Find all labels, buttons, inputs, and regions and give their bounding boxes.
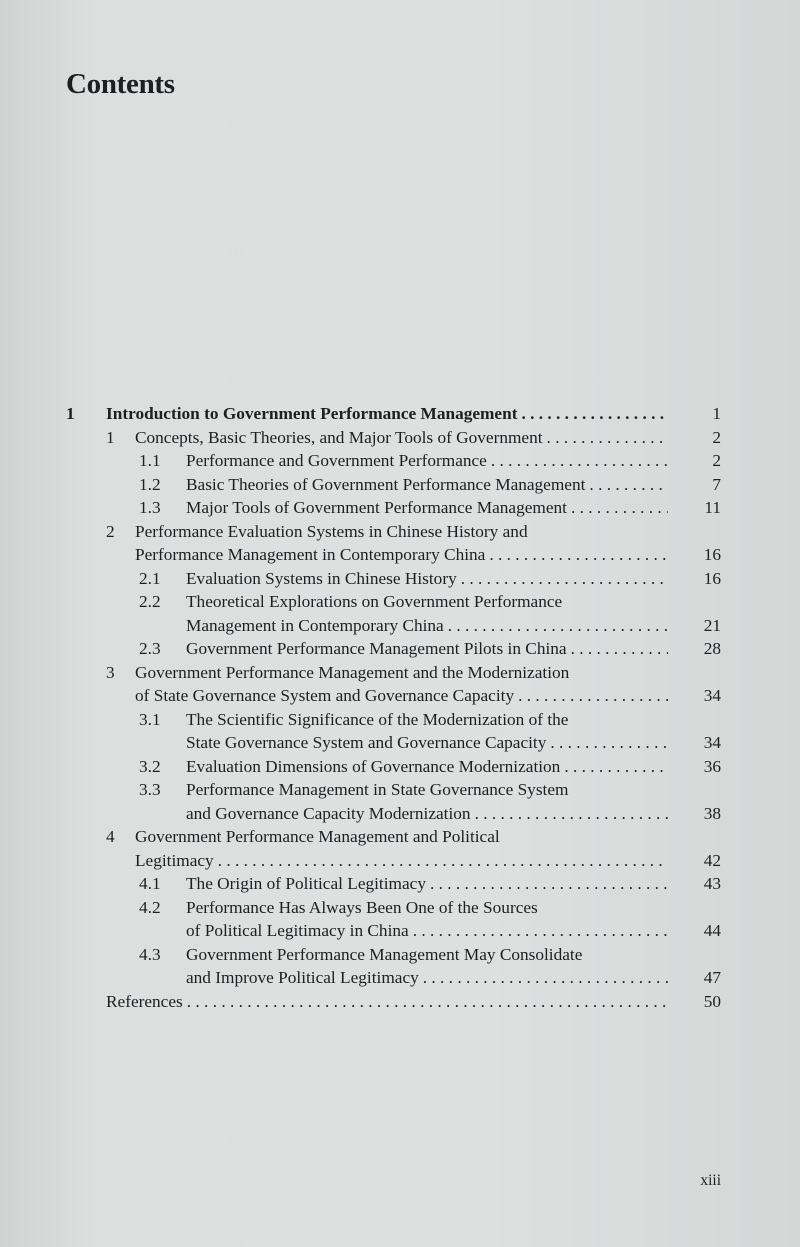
toc-entry-title (186, 943, 674, 990)
toc-entry-page-number: 50 (703, 991, 721, 1011)
toc-entry-page-number: 44 (703, 921, 721, 940)
toc-entry-title-line: Basic Theories of Government Performance Management (186, 474, 586, 494)
toc-entry-title-line: The Scientific Significance of the Modernization of the (186, 709, 569, 729)
dot-leader (518, 684, 668, 708)
toc-entry-page-number: 34 (703, 686, 721, 705)
toc-entry-page-number: 1 (712, 404, 721, 423)
toc-entry (0, 943, 800, 990)
toc-entry-title (135, 661, 674, 708)
dot-leader (489, 543, 668, 567)
toc-entry-title-line: Evaluation Systems in Chinese History (186, 568, 457, 588)
dot-leader (430, 872, 668, 896)
toc-entry-page-number: 2 (712, 427, 721, 447)
toc-entry-number: 2.2 (139, 592, 161, 611)
toc-entry-title (186, 872, 674, 896)
toc-entry-title-line: Government Performance Management May Consolidate (186, 944, 583, 964)
toc-entry-title-line: Performance Evaluation Systems in Chinese History and (135, 521, 528, 541)
toc-entry-page-number: 2 (712, 451, 721, 470)
toc-entry-title-line: Major Tools of Government Performance Management (186, 498, 567, 517)
page-title: Contents (66, 68, 175, 100)
dot-leader (491, 449, 668, 473)
dot-leader (423, 966, 668, 990)
toc-entry (0, 637, 800, 661)
dot-leader (521, 402, 668, 426)
toc-entry-number: 4 (106, 827, 115, 846)
toc-entry (0, 473, 800, 497)
toc-entry (0, 496, 800, 520)
dot-leader (547, 426, 668, 450)
toc-entry (0, 426, 800, 450)
toc-entry-number: 4.2 (139, 897, 161, 917)
toc-entry-number: 4.3 (139, 944, 161, 964)
toc-entry-page-number: 42 (703, 850, 721, 870)
dot-leader (589, 473, 668, 497)
toc-entry-page-number: 47 (703, 968, 721, 987)
toc-entry-number: 3.3 (139, 780, 161, 799)
toc-entry (0, 449, 800, 473)
toc-entry-title-line: References (106, 991, 183, 1011)
toc-entry-title-line: Performance Has Always Been One of the Sources (186, 897, 538, 917)
toc-entry-page-number: 21 (703, 615, 721, 635)
toc-entry-title (106, 990, 674, 1014)
dot-leader (564, 755, 668, 779)
toc-entry-number: 3 (106, 662, 115, 682)
toc-entry-title-line: Performance Management in Contemporary China (135, 545, 486, 564)
toc-entry-number: 1 (106, 427, 115, 447)
toc-entry (0, 896, 800, 943)
toc-entry (0, 402, 800, 426)
toc-entry-number: 4.1 (139, 874, 161, 893)
toc-entry-title (135, 825, 674, 872)
dot-leader (448, 614, 668, 638)
toc-entry-title-line: Government Performance Management Pilots in China (186, 639, 567, 658)
toc-entry-page-number: 28 (703, 639, 721, 658)
toc-entry-number: 1.3 (139, 498, 161, 517)
toc-entry (0, 567, 800, 591)
toc-entry (0, 825, 800, 872)
toc-entry-title-line: Government Performance Management and Political (135, 827, 500, 846)
dot-leader (187, 990, 668, 1014)
toc-entry-page-number: 11 (704, 498, 721, 517)
toc-entry-title (135, 520, 674, 567)
toc-entry-number: 2.3 (139, 639, 161, 658)
toc-entry-page-number: 36 (703, 756, 721, 776)
toc-entry-title-line: of State Governance System and Governance Capacity (135, 686, 515, 705)
toc-entry-number: 1.2 (139, 474, 161, 494)
toc-entry-title-line: Performance and Government Performance (186, 451, 487, 470)
toc-entry (0, 520, 800, 567)
toc-entry-title (186, 449, 674, 473)
toc-entry-title-line: Evaluation Dimensions of Governance Modernization (186, 756, 561, 776)
toc-entry-number: 3.1 (139, 709, 161, 729)
toc-entry-title-line: Government Performance Management and the Modernization (135, 662, 570, 682)
toc-entry-page-number: 7 (712, 474, 721, 494)
toc-entry-number: 1 (66, 404, 75, 423)
toc-entry-title-line: State Governance System and Governance Capacity (186, 733, 547, 752)
toc-entry-title-line: Concepts, Basic Theories, and Major Tools of Government (135, 427, 543, 447)
toc-entry-title-line: and Improve Political Legitimacy (186, 968, 419, 987)
toc-entry-title (135, 426, 674, 450)
toc-entry-title (186, 755, 674, 779)
toc-entry-title (186, 473, 674, 497)
toc-entry-page-number: 34 (703, 733, 721, 752)
toc-entry (0, 590, 800, 637)
dot-leader (461, 567, 668, 591)
toc-entry-title-line: Legitimacy (135, 850, 214, 870)
toc-entry-page-number: 16 (703, 545, 721, 564)
toc-entry-page-number: 38 (703, 803, 721, 823)
toc-entry-title-line: Introduction to Government Performance Management (106, 404, 518, 423)
dot-leader (413, 919, 668, 943)
dot-leader (475, 802, 668, 826)
dot-leader (550, 731, 668, 755)
toc-entry-title-line: of Political Legitimacy in China (186, 921, 409, 940)
toc-entry-title (186, 778, 674, 825)
toc-entry (0, 661, 800, 708)
toc-entry-number: 3.2 (139, 756, 161, 776)
dot-leader (218, 849, 668, 873)
toc-entry-title (186, 567, 674, 591)
toc-entry-title-line: Theoretical Explorations on Government Performance (186, 592, 563, 611)
toc-entry-title (186, 896, 674, 943)
toc-entry-title (186, 637, 674, 661)
toc-entry-number: 1.1 (139, 451, 161, 470)
toc-entry-title (106, 402, 674, 426)
toc-entry (0, 990, 800, 1014)
toc-entry-title-line: Management in Contemporary China (186, 615, 444, 635)
toc-entry (0, 708, 800, 755)
toc-entry (0, 872, 800, 896)
dot-leader (571, 496, 668, 520)
page-folio: xiii (700, 1172, 721, 1189)
toc-entry-number: 2 (106, 521, 115, 541)
toc-entry (0, 778, 800, 825)
dot-leader (571, 637, 668, 661)
toc-entry-title (186, 496, 674, 520)
toc-entry-title-line: and Governance Capacity Modernization (186, 803, 471, 823)
toc-entry-title (186, 590, 674, 637)
toc-entry-title (186, 708, 674, 755)
toc-entry-page-number: 16 (703, 568, 721, 588)
toc-entry-number: 2.1 (139, 568, 161, 588)
toc-entry (0, 755, 800, 779)
table-of-contents (0, 402, 800, 1013)
toc-entry-title-line: Performance Management in State Governance System (186, 780, 569, 799)
toc-entry-title-line: The Origin of Political Legitimacy (186, 874, 426, 893)
toc-entry-page-number: 43 (703, 874, 721, 893)
